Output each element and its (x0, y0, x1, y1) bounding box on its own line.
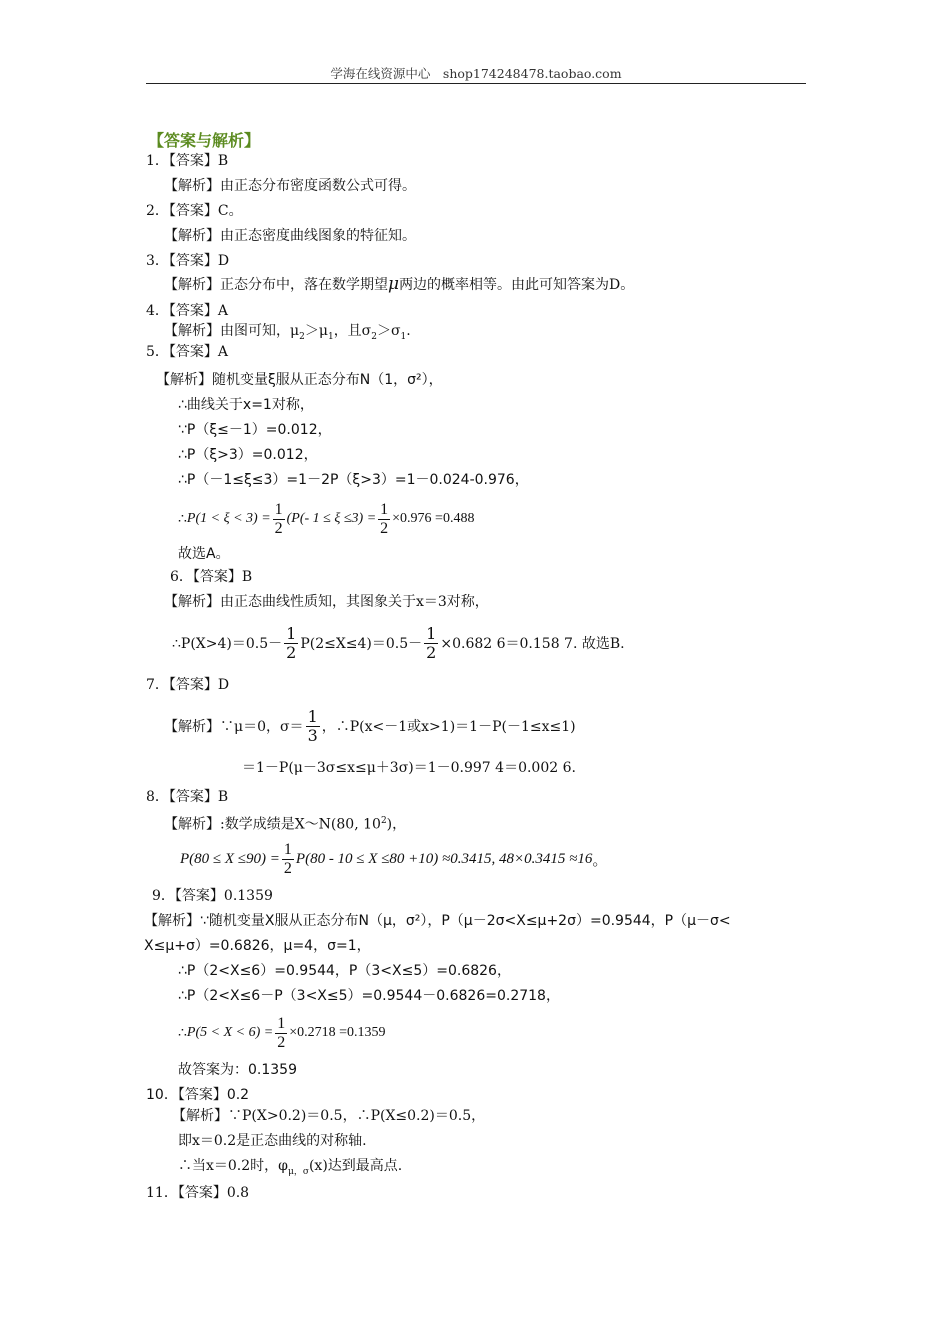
q4-exp-b: ＞μ (304, 323, 328, 339)
q8-explanation (164, 811, 406, 835)
q9-answer: 9．【答案】0.1359 (152, 888, 273, 904)
q9-formula-part-2: ×0.2718 =0.1359 (289, 1025, 386, 1040)
q7-frac-num: 1 (307, 706, 318, 726)
q6-explanation: 【解析】由正态曲线性质知，其图象关于x＝3对称， (164, 594, 489, 610)
q9-fraction (275, 1015, 287, 1052)
q2-explanation: 【解析】由正态密度曲线图象的特征知。 (164, 228, 416, 244)
q5-formula (178, 496, 474, 542)
q3-exp-part-a: 【解析】正态分布中，落在数学期望 (164, 277, 388, 293)
q6-frac1-num: 1 (286, 623, 297, 643)
q7-answer: 7．【答案】D (146, 677, 230, 693)
q5-line-5: ∴P（－1≤ξ≤3）=1－2P（ξ>3）=1－0.024-0.976， (178, 472, 529, 488)
q10-line-3-b: (x)达到最高点. (308, 1158, 403, 1174)
q8-formula-part-1: P(80 ≤ X ≤90) = (180, 850, 280, 867)
q5-frac2-den: 2 (380, 519, 389, 537)
q1-explanation: 【解析】由正态分布密度函数公式可得。 (164, 178, 416, 194)
q10-line-1: 【解析】∵P(X>0.2)＝0.5，∴P(X≤0.2)＝0.5， (172, 1108, 486, 1124)
q4-sub-2: 1 (327, 331, 334, 342)
q3-explanation (164, 274, 634, 295)
q5-line-3: ∵P（ξ≤－1）=0.012， (178, 422, 332, 438)
q6-fraction-2 (424, 625, 438, 662)
q8-answer: 8．【答案】B (146, 789, 229, 805)
q5-answer: 5．【答案】A (146, 344, 229, 360)
q8-formula-part-2: P(80 - 10 ≤ X ≤80 +10) ≈0.3415, 48×0.3415 ≈16 (295, 850, 593, 867)
q5-therefore: ∴ (178, 511, 187, 527)
q3-exp-part-b: 两边的概率相等。由此可知答案为D。 (399, 277, 635, 293)
q9-line-1: 【解析】∵随机变量X服从正态分布N（μ，σ²），P（μ－2σ<X≤μ+2σ）=0.9544，P（μ－σ< (144, 913, 731, 929)
q9-frac-num: 1 (277, 1014, 286, 1032)
q8-frac-num: 1 (283, 840, 292, 858)
q1-answer: 1．【答案】B (146, 153, 229, 169)
q7-formula-part-1: 【解析】∵μ＝0，σ＝ (164, 719, 304, 735)
q4-answer: 4．【答案】A (146, 303, 229, 319)
q6-formula-part-1: ∴P(X>4)＝0.5－ (172, 636, 283, 652)
q4-exp-d: ＞σ (376, 323, 401, 339)
q6-formula (172, 620, 625, 666)
q4-exp-a: 【解析】由图可知，μ (164, 323, 300, 339)
q5-formula-part-2: (P(- 1 ≤ ξ ≤3) = (286, 511, 377, 526)
q4-sub-1: 2 (299, 331, 305, 342)
q5-fraction-2 (378, 501, 390, 538)
page-header: 学海在线资源中心 shop174248478.taobao.com (330, 66, 622, 81)
q2-answer: 2．【答案】C。 (146, 203, 243, 219)
q9-frac-den: 2 (277, 1033, 286, 1051)
q9-formula (178, 1010, 386, 1056)
q6-frac2-num: 1 (426, 623, 437, 643)
q9-line-2: X≤μ+σ）=0.6826，μ=4，σ=1， (144, 938, 371, 954)
q6-frac1-den: 2 (286, 642, 297, 662)
q7-line-2: ＝1－P(μ－3σ≤x≤μ＋3σ)＝1－0.997 4＝0.002 6. (242, 760, 576, 776)
q8-frac-den: 2 (283, 859, 292, 877)
q5-fraction-1 (273, 501, 285, 538)
q7-formula-part-2: ，∴P(x<－1或x>1)＝1－P(－1≤x≤1) (321, 719, 576, 735)
q5-frac1-den: 2 (274, 519, 283, 537)
q5-line-1: 【解析】随机变量ξ服从正态分布N（1，σ²）， (156, 372, 443, 388)
q5-frac2-num: 1 (380, 500, 389, 518)
q5-line-2: ∴曲线关于x=1对称， (178, 397, 314, 413)
q8-formula-part-3: 。 (592, 852, 608, 869)
q5-formula-part-3: ×0.976 =0.488 (392, 511, 475, 526)
q10-line-3-a: ∴当x＝0.2时，φ (178, 1158, 288, 1174)
q9-therefore: ∴ (178, 1025, 187, 1041)
q10-line-3 (178, 1156, 402, 1182)
q9-line-4: ∴P（2<X≤6－P（3<X≤5）=0.9544－0.6826=0.2718， (178, 988, 560, 1004)
q10-phi-subscript: μ，σ (287, 1166, 309, 1177)
q8-exp-b: )， (386, 816, 407, 833)
q9-line-3: ∴P（2<X≤6）=0.9544，P（3<X≤5）=0.6826， (178, 963, 511, 979)
q9-formula-part-1: P(5 < X < 6) = (186, 1025, 274, 1040)
q8-superscript: 2 (380, 816, 387, 826)
q4-sub-4: 1 (400, 331, 407, 342)
q4-exp-e: . (406, 323, 411, 339)
q6-answer: 6．【答案】B (170, 569, 253, 585)
q6-frac2-den: 2 (426, 642, 437, 662)
q5-frac1-num: 1 (274, 500, 283, 518)
q11-answer: 11．【答案】0.8 (146, 1185, 250, 1201)
q5-formula-part-1: P(1 < ξ < 3) = (186, 511, 271, 526)
q5-conclusion: 故选A。 (178, 546, 230, 562)
q3-mu-symbol: μ (388, 274, 400, 294)
q4-exp-c: ，且σ (333, 323, 372, 339)
q7-fraction (306, 708, 320, 745)
q7-formula (164, 703, 576, 749)
q6-formula-part-3: ×0.682 6＝0.158 7. 故选B. (440, 636, 625, 652)
q10-line-2: 即x＝0.2是正态曲线的对称轴. (178, 1133, 367, 1149)
q3-answer: 3．【答案】D (146, 253, 230, 269)
q4-sub-3: 2 (371, 331, 377, 342)
q5-line-4: ∴P（ξ>3）=0.012， (178, 447, 318, 463)
q9-conclusion: 故答案为：0.1359 (178, 1062, 297, 1078)
header-divider (146, 83, 806, 84)
q8-fraction (282, 841, 294, 878)
q10-answer: 10．【答案】0.2 (146, 1087, 250, 1103)
q6-fraction-1 (284, 625, 298, 662)
q7-frac-den: 3 (307, 725, 318, 745)
q6-formula-part-2: P(2≤X≤4)＝0.5－ (300, 636, 423, 652)
section-title: 【答案与解析】 (148, 131, 261, 150)
q8-formula (180, 836, 607, 882)
q8-exp-a: 【解析】:数学成绩是X～N(80, 10 (164, 816, 381, 833)
